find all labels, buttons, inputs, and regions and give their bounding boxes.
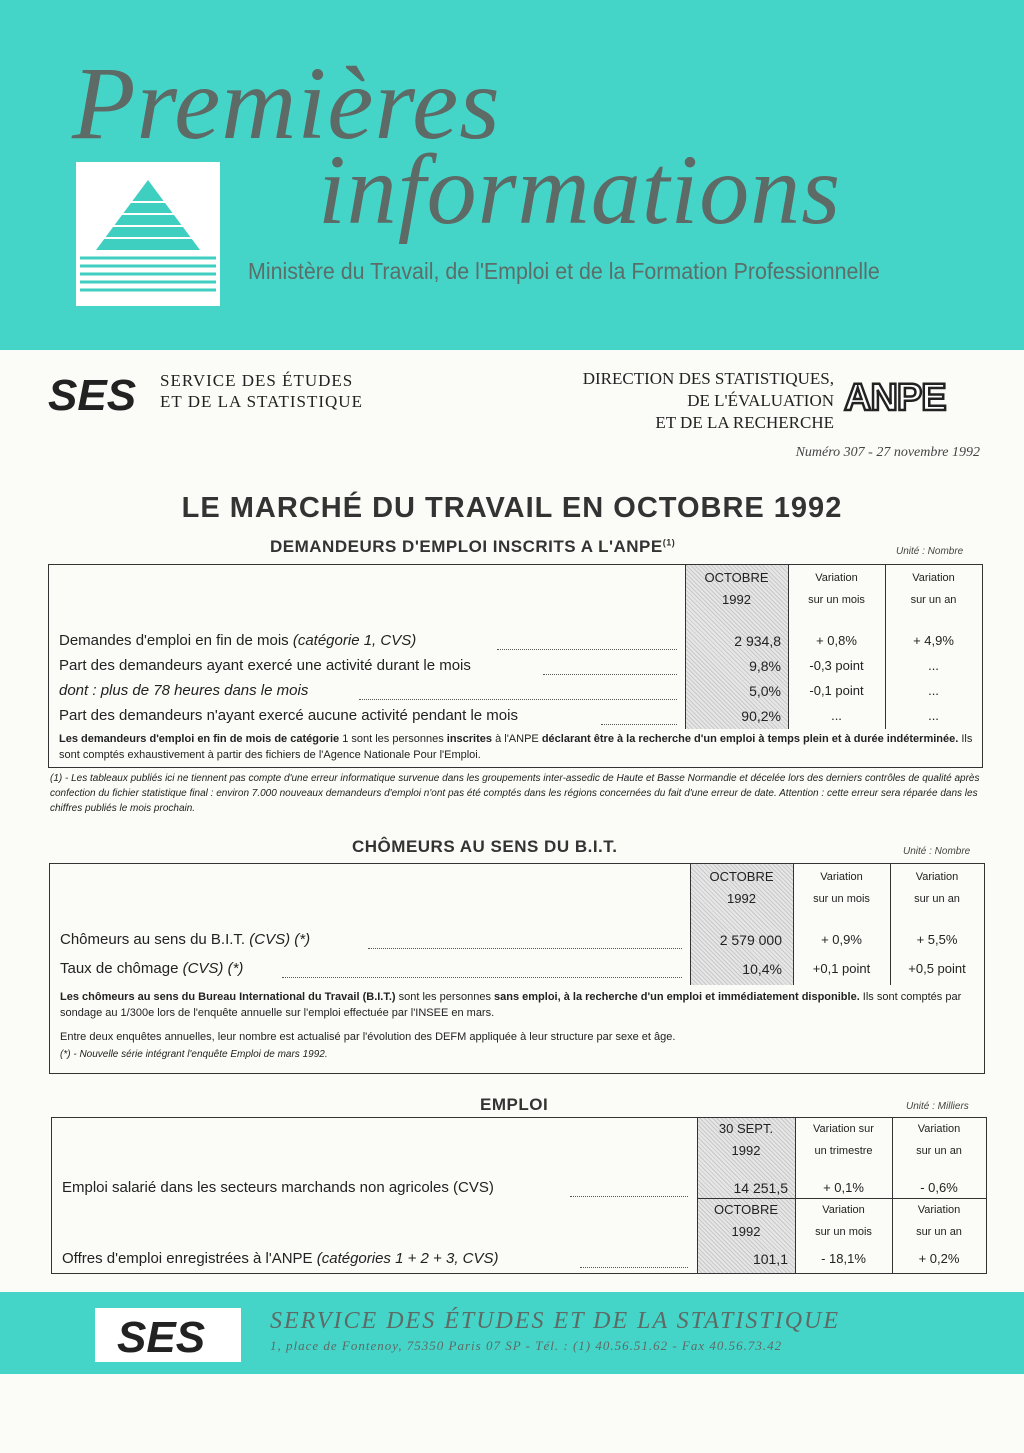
table-chomeurs-note [49,985,985,1074]
table-row-label: Offres d'emploi enregistrées à l'ANPE (catégories 1 + 2 + 3, CVS) [62,1250,499,1267]
section2-title: CHÔMEURS AU SENS DU B.I.T. [352,837,618,856]
table-cell-var-year: ... [928,658,939,673]
col-header-var-year: Variation sur un an [914,871,960,905]
ses-service-name [160,370,363,412]
section2-unit: Unité : Nombre [903,846,971,857]
direction-line2: DE L'ÉVALUATION [687,391,834,410]
ministry-name: Ministère du Travail, de l'Emploi et de la Formation Professionnelle [248,258,880,284]
definition-note: Les demandeurs d'emploi en fin de mois de catégorie 1 sont les personnes inscrites à l'ANPE déclarant être à la recherche d'un emploi à temps plein et à durée indéterminée. Ils sont comptés exhaustivement à partir des fichiers de l'Agence Nationale Pour l'Emploi. [59,733,973,761]
table-cell-var-month: ... [831,708,842,723]
table-cell-var-year: + 5,5% [916,932,958,947]
issue-number: Numéro 307 - 27 novembre 1992 [795,445,980,460]
table-row-label: Emploi salarié dans les secteurs marchands non agricoles (CVS) [62,1179,494,1196]
table-cell-var-quarter: + 0,1% [823,1180,864,1195]
footnote: (1) - Les tableaux publiés ici ne tiennent pas compte d'une erreur informatique survenue dans les groupements inter-assedic de Haute et Basse Normandie et décelée lors des derniers contrôles de qualité après confection du fichier statistique final : environ 7.000 nouveaux demandeurs d'emploi n'ont pas été comptés dans les régions concernées du fait d'une erreur de date. Attention : cette erreur sera réparée dans les chiffres publiés le mois prochain. [50,773,980,814]
definition-note: Les chômeurs au sens du Bureau International du Travail (B.I.T.) sont les personnes sans emploi, à la recherche d'un emploi et immédiatement disponible. Ils sont comptés par sondage au 1/300e lors de l'enquête annuelle sur l'emploi effectuée par l'INSEE en mars. [60,991,962,1019]
ses-logo-text: SES [48,372,137,416]
col-header-month: OCTOBRE 1992 [709,869,774,906]
table-emploi [51,1117,987,1274]
table-chomeurs [49,863,985,987]
table-cell-value: 90,2% [741,708,781,724]
ses-name-line1: SERVICE DES ÉTUDES [160,371,354,390]
table-row-label: Demandes d'emploi en fin de mois (catégorie 1, CVS) [59,632,417,649]
col-header-var-month: Variation sur un mois [813,871,870,905]
table-row-label: Part des demandeurs n'ayant exercé aucune activité pendant le mois [59,707,518,724]
col-header-date: 30 SEPT. 1992 [718,1121,774,1158]
footer-logo-text: SES [117,1313,206,1362]
section1-title: DEMANDEURS D'EMPLOI INSCRITS A L'ANPE$^{(1)}$ [270,537,676,556]
masthead-title-line2: informations [318,134,842,245]
table-cell-var-year: +0,5 point [908,961,966,976]
col-header-var-month: Variation sur un mois [808,572,865,606]
table-cell-value: 101,1 [752,1251,788,1267]
footer-service-name: SERVICE DES ÉTUDES ET DE LA STATISTIQUE [270,1308,841,1334]
section3-title: EMPLOI [480,1095,549,1114]
table-cell-var-month: -0,3 point [809,658,864,673]
table-cell-var-month: + 0,9% [821,932,862,947]
table-row-label: Part des demandeurs ayant exercé une activité durant le mois [59,657,471,674]
table-row-label: dont : plus de 78 heures dans le mois [59,682,309,699]
ses-name-line2: ET DE LA STATISTIQUE [160,392,363,411]
table-demandeurs [48,564,983,731]
col-header-month: OCTOBRE 1992 [704,570,769,607]
table-row-label: Chômeurs au sens du B.I.T. (CVS) (*) [60,931,311,948]
table-cell-var-month: +0,1 point [812,961,871,976]
table-cell-var-month: - 18,1% [821,1251,866,1266]
col-header-var-quarter: Variation sur un trimestre [813,1123,874,1157]
table-cell-var-month: -0,1 point [809,683,864,698]
series-note: (*) - Nouvelle série intégrant l'enquête Emploi de mars 1992. [60,1049,328,1060]
definition-note-line3: Entre deux enquêtes annuelles, leur nombre est actualisé par l'évolution des DEFM appliquée à leur structure par sexe et âge. [60,1031,676,1043]
masthead-title-line1: Premières [72,46,501,161]
table-cell-var-year: + 4,9% [913,633,954,648]
table-cell-value: 2 579 000 [719,932,782,948]
col-header-var-year: Variation sur un an [916,1204,962,1238]
table-cell-value: 2 934,8 [734,633,781,649]
pyramid-logo-icon [76,162,220,306]
table-cell-value: 9,8% [749,658,781,674]
ministry-logo [76,162,220,306]
table-cell-var-year: ... [928,708,939,723]
table-demandeurs-note [48,729,983,768]
table-row-label: Taux de chômage (CVS) (*) [60,960,244,977]
section3-unit: Unité : Milliers [906,1101,969,1112]
table-cell-var-year: + 0,2% [918,1251,960,1266]
direction-name [583,368,834,434]
col-header-var-year: Variation sur un an [916,1123,962,1157]
direction-line1: DIRECTION DES STATISTIQUES, [582,369,834,388]
table-cell-var-year: - 0,6% [920,1180,958,1195]
footer-address: 1, place de Fontenoy, 75350 Paris 07 SP - Tél. : (1) 40.56.51.62 - Fax 40.56.73.42 [270,1338,783,1353]
page-title: LE MARCHÉ DU TRAVAIL EN OCTOBRE 1992 [181,492,843,524]
section1-unit: Unité : Nombre [896,546,964,557]
ses-logo [46,372,156,421]
table-cell-var-year: ... [928,683,939,698]
anpe-logo [842,376,978,421]
col-header-month: OCTOBRE 1992 [713,1202,779,1239]
table-cell-value: 10,4% [742,961,782,977]
footer-ses-logo [95,1308,241,1362]
direction-line3: ET DE LA RECHERCHE [655,413,834,432]
table-cell-var-month: + 0,8% [816,633,857,648]
anpe-logo-text: ANPE [844,377,946,416]
table-cell-value: 5,0% [749,683,781,699]
table-cell-value: 14 251,5 [733,1180,788,1196]
col-header-var-month: Variation sur un mois [815,1204,872,1238]
col-header-var-year: Variation sur un an [910,572,957,606]
